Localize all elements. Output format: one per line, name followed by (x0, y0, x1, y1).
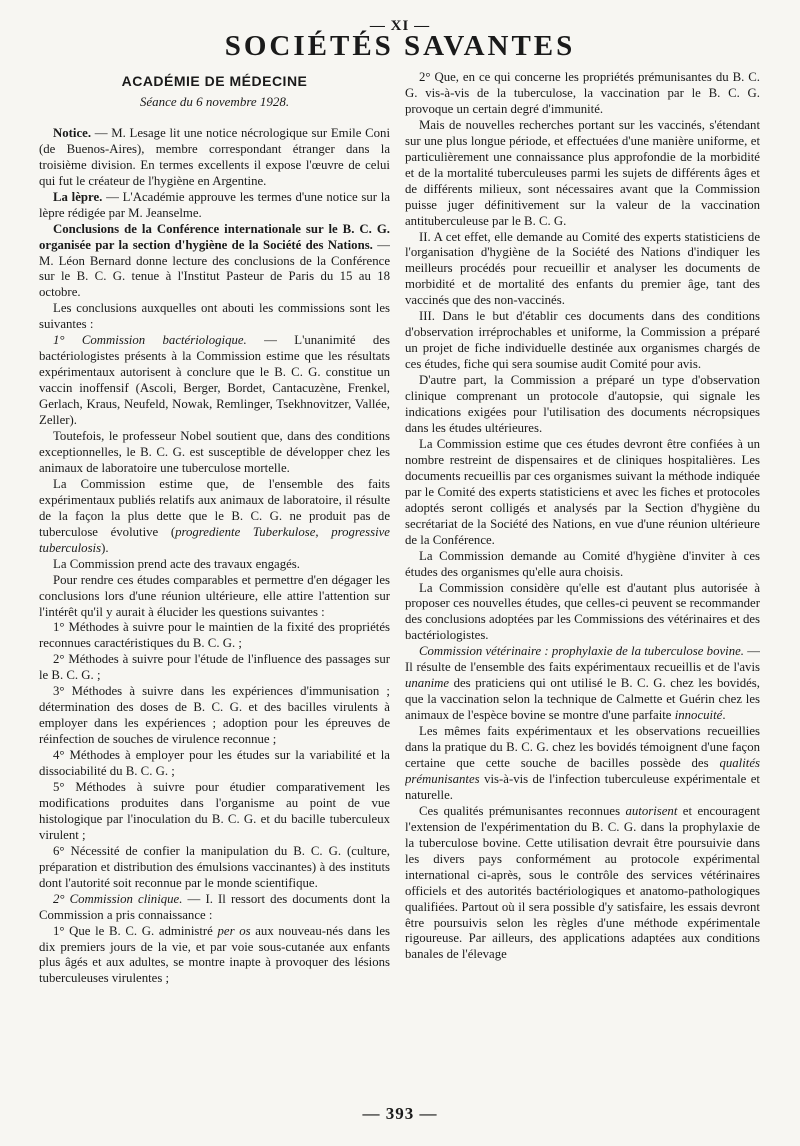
commission-clin-text: — I. Il ressort des documents dont la Commission a pris connaissance : (39, 891, 390, 922)
clin1-text-a: 1° Que le B. C. G. administré (53, 923, 218, 938)
paragraph-nobel: Toutefois, le professeur Nobel soutient que, dans des conditions exceptionnelles, le B. C. G. est susceptible de développer chez les animaux de laboratoire une tuberculose mortelle. (39, 429, 390, 475)
paragraph-conclusions (39, 222, 390, 302)
left-column (39, 72, 390, 1094)
paragraph-commission-veterinaire (405, 644, 760, 724)
commission-bact-label: 1° Commission bactériologique. (53, 333, 247, 348)
ensemble-text-a: La Commission estime que, de l'ensemble des faits expérimentaux publiés relatifs aux animaux de laboratoire, il résulte de la façon la plus dette que le B. C. G. ne produit pas de tuberculose évolutive ( (39, 476, 390, 539)
question-6: 6° Nécessité de confier la manipulation du B. C. G. (culture, préparation et distribution des émulsions vaccinantes) à des instituts dont l'autorité soit reconnue par le monde scientifique. (39, 843, 390, 890)
vet-text-italic-2: innocuité (674, 708, 723, 723)
paragraph-recherches: Mais de nouvelles recherches portant sur les vaccinés, s'étendant sur une plus longue période, et effectuées d'une manière uniforme, et particulièrement une connaissance plus approfondie de la morbidité et de la mortalité tuberculeuses parmi les sujets de différents âges et de différents milieux, sont nécessaires avant que la Commission puisse juger définitivement sur la valeur de la vaccination antituberculeuse par le B. C. G. (405, 117, 760, 228)
question-5: 5° Méthodes à suivre pour étudier comparativement les modifications produites dans l'organisme au point de vue histologique par l'inoculation du B. C. G. et du bacille tuberculeux virulent ; (39, 779, 390, 842)
session-date: Séance du 6 novembre 1928. (139, 93, 290, 109)
vet-text-b: des praticiens qui ont utilisé le B. C. G. chez les bovidés, que la vaccination selon la technique de Calmette et Guérin chez les animaux de l'espèce bovine se montre d'une parfaite (405, 676, 760, 723)
commission-bact-text: — L'unanimité des bactériologistes présents à la Commission estime que les résultats expérimentaux autorisent à conclure que le B. C. G. constitue un vaccin inoffensif (Ascoli, Berger, Bordet, Cantacuzène, Frenkel, Gerlach, Kraus, Neufeld, Nowak, Remlinger, Tsekhnovitzer, Vallée, Zeller). (39, 333, 390, 428)
question-4: 4° Méthodes à employer pour les études sur la variabilité et la dissociabilité du B. C. G. ; (39, 748, 390, 779)
academy-heading: ACADÉMIE DE MÉDECINE (121, 73, 308, 89)
vet-text-a: — Il résulte de l'ensemble des faits expérimentaux recueillis et de l'avis (405, 644, 760, 675)
paragraph-lepre (39, 190, 390, 222)
r10-text-italic: autorisent (625, 803, 678, 818)
conclusions-label: Conclusions de la Conférence internationale sur le B. C. G. organisée par la section d'hygiène de la Société des Nations. (39, 221, 390, 252)
right-column (405, 70, 760, 1092)
paragraph-autorisee: La Commission considère qu'elle est d'autant plus autorisée à proposer ces nouvelles études, que celles-ci peuvent se recommander des conclusions adoptées par les Commissions des vétérinaires et des bactériologistes. (405, 580, 760, 643)
section-title: SOCIÉTÉS SAVANTES (224, 30, 576, 62)
clin1-text-italic: per os (217, 923, 251, 938)
paragraph-qualites (405, 804, 760, 964)
lepre-text: — L'Académie approuve les termes d'une notice sur la lèpre rédigée par M. Jeanselme. (39, 189, 390, 220)
lepre-label: La lèpre. (53, 189, 103, 204)
paragraph-premunisantes: 2° Que, en ce qui concerne les propriétés prémunisantes du B. C. G. vis-à-vis de la tuberculose, la vaccination par le B. C. G. provoque un certain degré d'immunité. (405, 70, 760, 116)
clinique-point-1 (39, 924, 390, 988)
question-1: 1° Méthodes à suivre pour le maintien de la fixité des propriétés reconnues caractéristiques du B. C. G. ; (39, 620, 390, 651)
paragraph-ensemble (39, 477, 390, 557)
commission-clin-label: 2° Commission clinique. (53, 891, 183, 906)
paragraph-aboutir: Les conclusions auxquelles ont abouti les commissions sont les suivantes : (39, 301, 390, 332)
r10-text-b: et encouragent l'extension de l'expérimentation du B. C. G. dans la prophylaxie de la tuberculose bovine. Cette utilisation devrait être poursuivie dans les divers pays conformément au protocole expérimental international ci-après, sous le contrôle des services vétérinaires officiels et des autorités bactériologiques et anatomo-pathologiques qualifiées. Partout où il sera possible d'y satisfaire, les essais devront être poursuivis selon les règles d'une méthode expérimentale rigoureuse. Par ailleurs, des applications adaptées aux conditions banales de l'élevage (405, 803, 760, 962)
paragraph-section-ii: II. A cet effet, elle demande au Comité des experts statisticiens de l'organisation d'hygiène de la Société des Nations d'indiquer les meilleurs procédés pour recueillir et analyser les documents de morbidité et de mortalité des enfants du premier âge, tant des vaccinés que des non-vaccinés. (405, 229, 760, 308)
r9-text-b: vis-à-vis de l'infection tuberculeuse expérimentale et naturelle. (405, 771, 760, 802)
conclusions-text: — M. Léon Bernard donne lecture des conclusions de la Conférence sur le B. C. G. tenue à l'Institut Pasteur de Paris du 15 au 18 octobre. (39, 237, 390, 300)
r9-text-italic: qualités prémunisantes (405, 755, 760, 786)
commission-vet-label: Commission vétérinaire : prophylaxie de la tuberculose bovine. (419, 644, 744, 659)
ensemble-text-b: ). (101, 540, 109, 555)
page-number: — 393 — (362, 1104, 438, 1123)
vet-text-c: . (722, 708, 726, 723)
r9-text-a: Les mêmes faits expérimentaux et les observations recueillies dans la pratique du B. C. G. chez les bovidés témoignent d'une façon certaine que cette souche de bacilles possède des (405, 724, 760, 770)
ensemble-text-italic: progrediente Tuberkulose, progressive tuberculosis (39, 524, 390, 555)
paragraph-acte: La Commission prend acte des travaux engagés. (53, 556, 300, 571)
notice-label: Notice. (53, 125, 92, 140)
paragraph-autopsie: D'autre part, la Commission a préparé un type d'observation clinique comprenant un protocole d'autopsie, qui signale les indications exigées pour l'utilisation des documents nécropsiques dans les études ultérieures. (405, 373, 760, 435)
notice-text: — M. Lesage lit une notice nécrologique sur Emile Coni (de Buenos-Aires), membre correspondant étranger dans la troisième division. En termes excellents il expose l'œuvre de celui qui fut le créateur de l'hygiène en Argentine. (39, 125, 390, 188)
paragraph-dispensaires: La Commission estime que ces études devront être confiées à un nombre restreint de dispensaires et de cliniques hospitalières. Les documents recueillis par ces organismes suivant la méthode indiquée par le Comité des experts statisticiens et avec les fiches et protocoles adoptés seront colligés et analysés par la Section d'hygiène du secrétariat de la Société des Nations, en vue d'une réunion ultérieure de la Conférence. (405, 436, 760, 547)
paragraph-section-iii: III. Dans le but d'établir ces documents dans des conditions d'observation irréprochables et uniforme, la Commission a préparé un projet de fiche individuelle destinée aux organismes chargés de ces études, fiche qui sera soumise audit Comité pour avis. (405, 309, 760, 372)
question-2: 2° Méthodes à suivre pour l'étude de l'influence des passages sur le B. C. G. ; (39, 652, 390, 683)
paragraph-notice (39, 126, 390, 190)
paragraph-memes-faits (405, 724, 760, 804)
vet-text-italic: unanime (405, 676, 450, 691)
page-number-roman: — XI — (369, 18, 431, 34)
paragraph-commission-bacteriologique (39, 333, 390, 429)
r10-text-a: Ces qualités prémunisantes reconnues (419, 803, 626, 818)
question-3: 3° Méthodes à suivre dans les expériences d'immunisation ; détermination des doses de B. C. G. et des bacilles virulents à employer dans les expériences ; adoption pour les épreuves de réinfection de souches de virulence reconnue ; (39, 684, 390, 747)
paragraph-rendre: Pour rendre ces études comparables et permettre d'en dégager les conclusions lors d'une réunion ultérieure, elle attire l'attention sur l'intérêt qu'il y aurait à élucider les questions suivantes : (39, 572, 390, 619)
clin1-text-b: aux nouveau-nés dans les dix premiers jours de la vie, et par voie sous-cutanée aux enfants plus âgés et aux adultes, se montre inapte à provoquer des lésions tuberculeuses virulentes ; (39, 923, 390, 986)
paragraph-commission-clinique (39, 892, 390, 924)
paragraph-inviter: La Commission demande au Comité d'hygiène d'inviter à ces études des organismes qu'elle aura choisis. (405, 548, 760, 579)
